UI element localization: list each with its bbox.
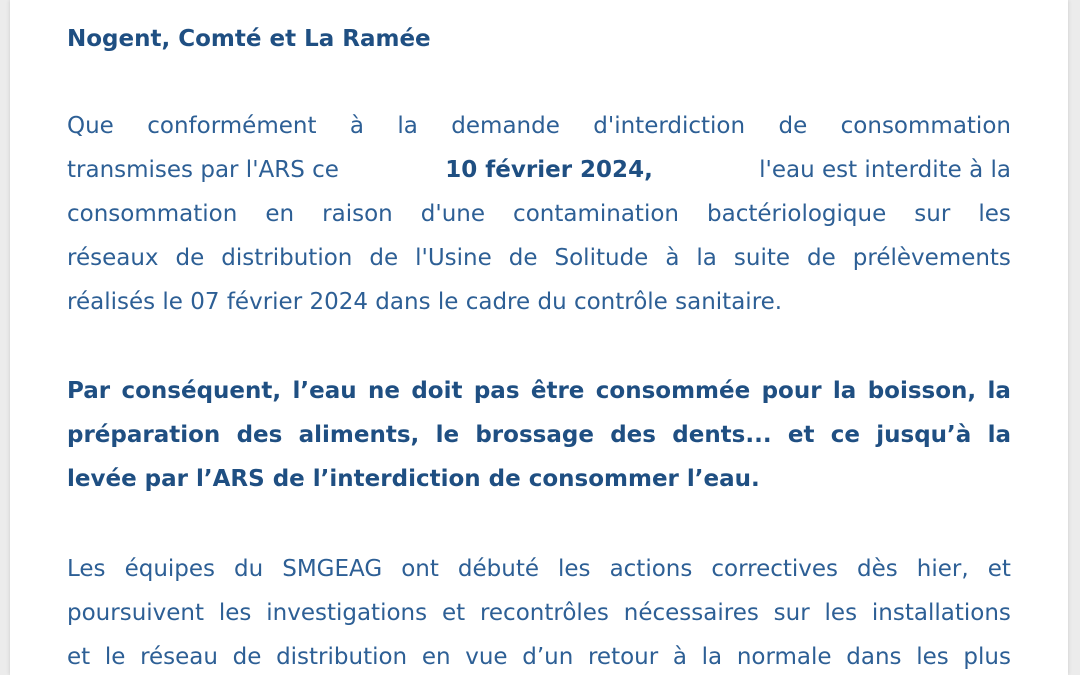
word: les xyxy=(978,201,1011,227)
word: contamination xyxy=(513,201,679,227)
intro-paragraph xyxy=(67,17,1011,61)
word: pour xyxy=(761,378,822,404)
word: plus xyxy=(963,644,1011,670)
word: ne xyxy=(367,378,400,404)
word: de xyxy=(232,644,262,670)
word: le xyxy=(435,422,460,448)
para2-line2 xyxy=(67,413,1011,457)
word: suite xyxy=(733,245,791,271)
para3-line1 xyxy=(67,547,1011,591)
para2-line1 xyxy=(67,369,1011,413)
word: à xyxy=(665,245,680,271)
word: les xyxy=(558,556,591,582)
para2-line3: levée par l’ARS de l’interdiction de consommer l’eau. xyxy=(67,466,760,492)
paragraph-actions xyxy=(67,547,1011,675)
word: la xyxy=(397,113,418,139)
word: distribution xyxy=(221,245,353,271)
word: l’eau xyxy=(292,378,357,404)
word: des xyxy=(236,422,283,448)
word: dès xyxy=(857,556,898,582)
word: distribution xyxy=(276,644,408,670)
word: et xyxy=(67,644,91,670)
word: raison xyxy=(322,201,393,227)
word: aliments, xyxy=(298,422,420,448)
word: équipes xyxy=(124,556,216,582)
word: Par xyxy=(67,378,111,404)
word: réseau xyxy=(140,644,218,670)
word: d'interdiction xyxy=(593,113,746,139)
word: ce xyxy=(830,422,860,448)
word: sur xyxy=(773,600,810,626)
word: être xyxy=(530,378,585,404)
word: brossage xyxy=(475,422,594,448)
paragraph-consequence xyxy=(67,369,1011,501)
word: les xyxy=(824,600,858,626)
para1-line2 xyxy=(67,148,1011,192)
word: SMGEAG xyxy=(282,556,383,582)
word: dents... xyxy=(672,422,772,448)
word: de xyxy=(175,245,205,271)
word: dans xyxy=(846,644,902,670)
word: correctives xyxy=(711,556,839,582)
word: ont xyxy=(401,556,439,582)
word: conformément xyxy=(147,113,317,139)
word: la xyxy=(987,378,1011,404)
intro-cut-line xyxy=(67,0,1011,8)
word: la xyxy=(696,245,717,271)
word: recontrôles xyxy=(479,600,609,626)
word: la xyxy=(987,422,1011,448)
word: pas xyxy=(473,378,520,404)
para3-line3 xyxy=(67,635,1011,675)
word: conséquent, xyxy=(121,378,282,404)
word: et xyxy=(987,556,1011,582)
word: prélèvements xyxy=(852,245,1011,271)
word: le xyxy=(104,644,126,670)
word: nécessaires xyxy=(623,600,759,626)
word: en xyxy=(421,644,451,670)
word: Les xyxy=(67,556,106,582)
para1-line2-end: l'eau est interdite à la xyxy=(759,157,1011,183)
word: la xyxy=(701,644,723,670)
para1-line4 xyxy=(67,236,1011,280)
word: boisson, xyxy=(867,378,977,404)
word: investigations xyxy=(266,600,428,626)
para1-line1 xyxy=(67,104,1011,148)
word: jusqu’à xyxy=(876,422,972,448)
word: préparation xyxy=(67,422,221,448)
word: débuté xyxy=(457,556,539,582)
word: à xyxy=(349,113,364,139)
word: et xyxy=(441,600,466,626)
word: Que xyxy=(67,113,114,139)
para1-line5: réalisés le 07 février 2024 dans le cadre du contrôle sanitaire. xyxy=(67,289,783,315)
date-highlight: 10 février 2024, xyxy=(445,157,653,183)
document-page xyxy=(10,0,1068,675)
para1-line3 xyxy=(67,192,1011,236)
word: installations xyxy=(871,600,1011,626)
word: demande xyxy=(451,113,560,139)
word: d'une xyxy=(420,201,485,227)
word: réseaux xyxy=(67,245,159,271)
word: et xyxy=(787,422,815,448)
word: actions xyxy=(609,556,693,582)
word: de xyxy=(369,245,399,271)
word: sur xyxy=(914,201,951,227)
word: poursuivent xyxy=(67,600,205,626)
word: de xyxy=(807,245,836,271)
word: consommée xyxy=(595,378,751,404)
word: d’un xyxy=(522,644,574,670)
word: vue xyxy=(465,644,508,670)
word: les xyxy=(218,600,252,626)
para3-line2 xyxy=(67,591,1011,635)
paragraph-interdiction xyxy=(67,104,1011,324)
intro-last-line: Nogent, Comté et La Ramée xyxy=(67,26,431,52)
word: les xyxy=(916,644,949,670)
word: en xyxy=(265,201,295,227)
word: Solitude xyxy=(554,245,649,271)
word: hier, xyxy=(916,556,969,582)
word: du xyxy=(234,556,264,582)
word: l'Usine xyxy=(415,245,492,271)
word: de xyxy=(778,113,808,139)
word: la xyxy=(832,378,857,404)
word: à xyxy=(672,644,687,670)
word: de xyxy=(508,245,538,271)
word: consommation xyxy=(67,201,238,227)
word: doit xyxy=(411,378,463,404)
word: consommation xyxy=(840,113,1011,139)
word: retour xyxy=(587,644,659,670)
word: normale xyxy=(736,644,832,670)
word: des xyxy=(610,422,656,448)
word: bactériologique xyxy=(707,201,887,227)
para1-line2-start: transmises par l'ARS ce xyxy=(67,157,339,183)
